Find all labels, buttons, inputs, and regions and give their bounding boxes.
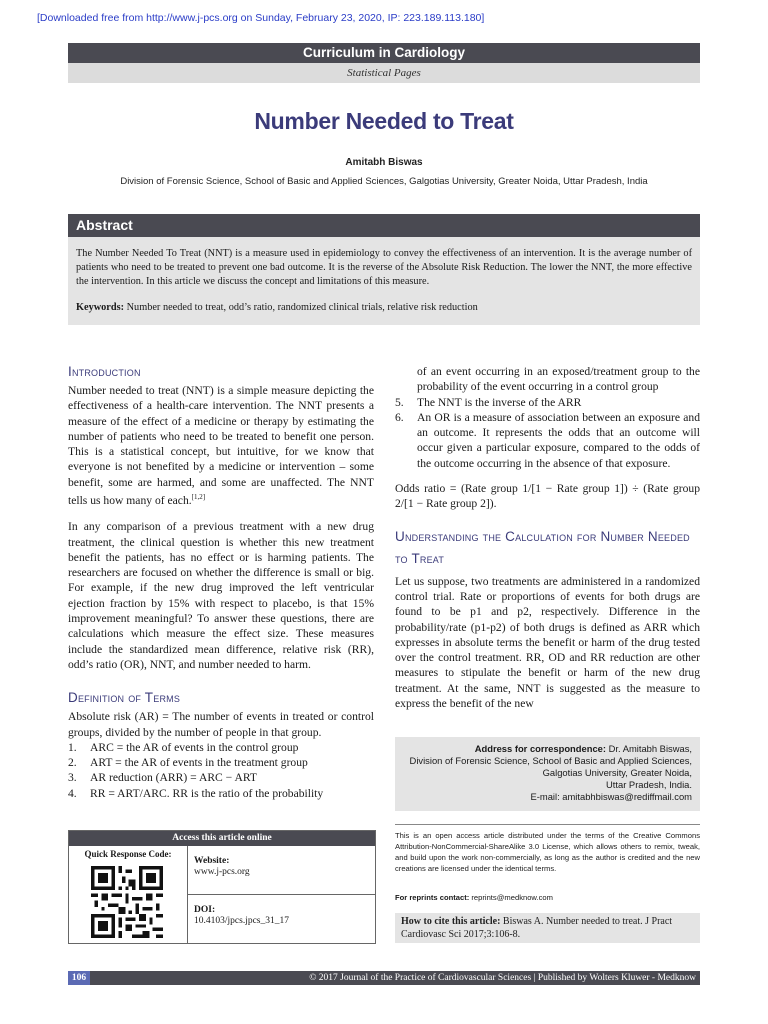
intro-heading: Introduction <box>68 364 141 379</box>
footer-copyright: © 2017 Journal of the Practice of Cardiovascular Sciences | Published by Wolters Kluwer - Medknow <box>309 973 696 983</box>
article-title: Number Needed to Treat <box>254 108 514 134</box>
qr-code-icon[interactable] <box>91 866 163 938</box>
qr-label: Quick Response Code: <box>84 849 172 859</box>
list-item: 3. AR reduction (ARR) = ARC − ART <box>68 771 257 785</box>
website-cell <box>188 846 375 895</box>
access-article-box <box>68 830 376 944</box>
doi-cell <box>188 895 375 943</box>
website-link[interactable]: www.j-pcs.org <box>194 867 250 877</box>
list-item: of an event occurring in an exposed/treatment group to the probability of the event occurring in a control group <box>417 365 700 394</box>
article-affiliation: Division of Forensic Science, School of Basic and Applied Sciences, Galgotias University, Greater Noida, Uttar Pradesh, India <box>120 176 648 187</box>
abstract-text: The Number Needed To Treat (NNT) is a measure used in epidemiology to convey the effectiveness of an intervention. It is the average number of patients who need to be treated to prevent one bad outcome. It is the reverse of the Absolute Risk Reduction. The lower the NNT, the more effective the intervention. In this article we discuss the concept and limitations of this measure. <box>76 248 692 287</box>
journal-section-bar: Curriculum in Cardiology <box>68 43 700 63</box>
right-column <box>395 364 700 711</box>
calculation-paragraph: Let us suppose, two treatments are administered in a randomized control trial. Rate or proportions of events for both drugs are found to be p1 and p2, respectively. Difference in the probability/rate (p1-p2) of both drugs is defined as ARR which expresses in absolute terms the benefit or harm of the drug tested over the control treatment. RR, OD and RR reduction are other measures to stipulate the benefit or harm of the new drug treatment. At the same, NNT is suggested as the measure to express the benefit of the new <box>395 574 700 711</box>
doi-label: DOI: <box>194 905 216 915</box>
reprints-contact: For reprints contact: reprints@medknow.com <box>395 893 553 902</box>
definitions-intro: Absolute risk (AR) = The number of events in treated or control groups, divided by the number of people in that group. <box>68 710 374 739</box>
correspondence-line: Uttar Pradesh, India. <box>606 779 692 790</box>
footer-bar <box>68 971 700 985</box>
correspondence-box <box>395 737 700 811</box>
qr-cell <box>69 846 188 943</box>
list-item: 2. ART = the AR of events in the treatment group <box>68 756 308 770</box>
license-divider <box>395 824 700 825</box>
cite-box: How to cite this article: Biswas A. Number needed to treat. J Pract Cardiovasc Sci 2017;3:106-8. <box>395 913 700 943</box>
download-banner: [Downloaded free from http://www.j-pcs.org on Sunday, February 23, 2020, IP: 223.189.113.180] <box>37 12 485 24</box>
list-item: 1. ARC = the AR of events in the control group <box>68 740 299 754</box>
calculation-heading: Understanding the Calculation for Number Needed to Treat <box>395 528 690 566</box>
abstract-heading: Abstract <box>68 214 700 237</box>
definitions-list-continued <box>395 364 700 471</box>
definitions-list <box>68 740 374 801</box>
abstract-box <box>68 237 700 325</box>
definitions-heading: Definition of Terms <box>68 690 181 706</box>
correspondence-line: Galgotias University, Greater Noida, <box>542 767 692 778</box>
license-text: This is an open access article distributed under the terms of the Creative Commons Attribution-NonCommercial-ShareAlike 3.0 License, which allows others to remix, tweak, and build upon the work non-commercially, as long as the author is credited and the new creations are licensed under the identical terms. <box>395 831 700 873</box>
article-author: Amitabh Biswas <box>345 157 423 168</box>
keywords: Keywords: Number needed to treat, odd’s ratio, randomized clinical trials, relative risk reduction <box>76 302 478 313</box>
list-item: 4. RR = ART/ARC. RR is the ratio of the probability <box>68 786 324 800</box>
reprints-email[interactable]: reprints@medknow.com <box>471 893 553 902</box>
intro-paragraph-1: Number needed to treat (NNT) is a simple measure depicting the effectiveness of a health-care intervention. The NNT presents a measure of the effect of a medicine or therapy by estimating the number of patients who need to be treated to benefit one person. This is a statistical concept, but intuitive, for we know that everyone is not benefited by a medicine or intervention – some benefit, some are harmed, and some are unaffected. The NNT tells us how many of each.[1,2] <box>68 384 374 507</box>
page-number: 106 <box>68 971 90 985</box>
list-item: 5. The NNT is the inverse of the ARR <box>395 395 582 409</box>
correspondence-email[interactable]: E-mail: amitabhbiswas@rediffmail.com <box>530 791 692 802</box>
access-heading: Access this article online <box>69 831 375 846</box>
odds-ratio-formula: Odds ratio = (Rate group 1/[1 − Rate group 1]) ÷ (Rate group 2/[1 − Rate group 2]). <box>395 482 700 511</box>
list-item: 6. An OR is a measure of association between an exposure and an outcome. It represents the odds that an outcome will occur given a particular exposure, compared to the odds of the outcome occurring in the absence of that exposure. <box>395 410 700 470</box>
website-label: Website: <box>194 856 230 866</box>
journal-subsection: Statistical Pages <box>68 63 700 83</box>
left-column <box>68 364 374 801</box>
intro-paragraph-2: In any comparison of a previous treatment with a new drug treatment, the clinical question is whether this new treatment benefit the patients, has no effect or is harming patients. The researchers are focused on whether the difference is small or big. For example, if the new drug improved the left ventricular ejection fraction by 15% with respect to placebo, is that 15% improvement meaningful? To answer these questions, there are calculations which measure the effect size. These measures include the standardized mean difference, relative risk (RR), odd’s ratio (OR), NNT, and number needed to harm. <box>68 520 374 671</box>
correspondence-line: Division of Forensic Science, School of Basic and Applied Sciences, <box>409 755 692 766</box>
doi-link[interactable]: 10.4103/jpcs.jpcs_31_17 <box>194 916 289 926</box>
correspondence-header: Address for correspondence: Dr. Amitabh Biswas, <box>474 743 692 754</box>
